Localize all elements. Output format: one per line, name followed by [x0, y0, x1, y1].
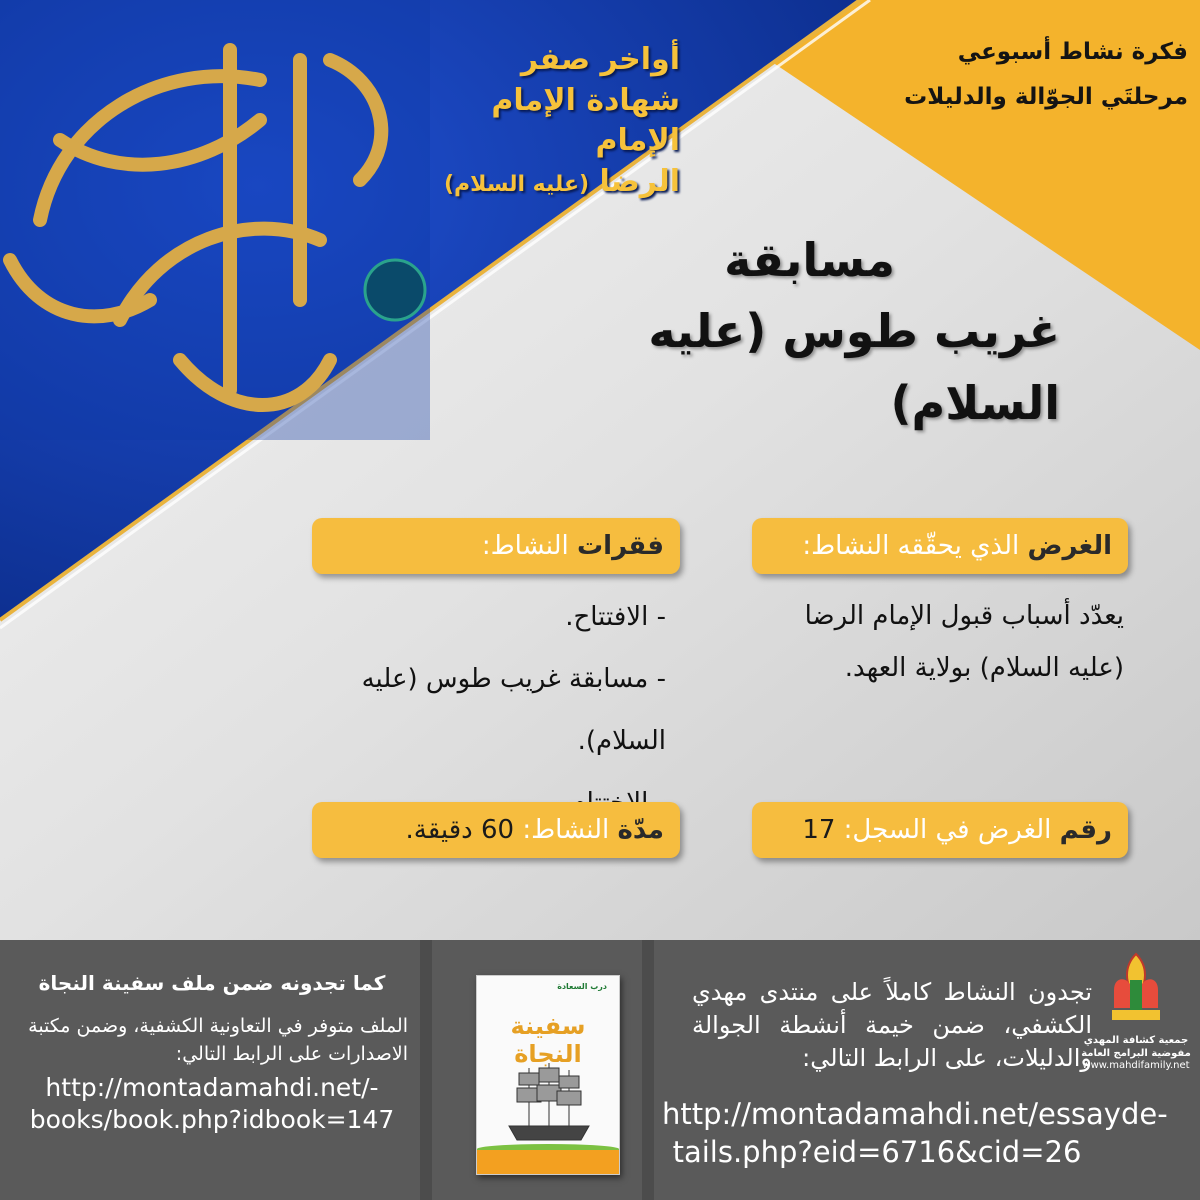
record-number-label [752, 802, 1128, 858]
book-link[interactable]: http://montadamahdi.net/-books/book.php?idbook=147 [29, 1073, 395, 1134]
goal-label-light: الذي يحقّقه النشاط: [802, 531, 1020, 561]
goal-label [752, 518, 1128, 574]
steps-label-dark: فقرات [577, 531, 664, 561]
duration-label [312, 802, 680, 858]
book-cover [476, 975, 620, 1175]
scout-emblem-icon [1106, 950, 1166, 1030]
ship-icon [499, 1058, 599, 1148]
duration-value: 60 دقيقة. [405, 815, 515, 845]
occasion-header [400, 40, 680, 202]
book-series: درب السعادة [557, 982, 607, 991]
title-line-2: غريب طوس (عليه السلام) [648, 304, 1060, 430]
steps-label [312, 518, 680, 574]
footer-left-text [10, 968, 414, 1136]
scout-logo [1080, 950, 1192, 1080]
activity-type-line-1: فكرة نشاط أسبوعي [957, 39, 1188, 65]
record-number-value: 17 [802, 815, 836, 845]
logo-line-2: مفوضية البرامج العامة [1081, 1048, 1191, 1059]
record-label-dark: رقم [1059, 815, 1112, 845]
footer-left-body: الملف متوفر في التعاونية الكشفية، وضمن مكتبة الاصدارات على الرابط التالي: [28, 1015, 408, 1065]
footer-right-body: تجدون النشاط كاملاً على منتدى مهدي الكشفي، ضمن خيمة أنشطة الجوالة والدليلات، على الرابط التالي: [692, 978, 1092, 1072]
steps-label-light: النشاط: [481, 531, 569, 561]
calligraphy-emblem [0, 0, 430, 440]
activity-link[interactable]: http://montadamahdi.net/essayde-tails.php?eid=6716&cid=26 [662, 1097, 1168, 1169]
goal-label-dark: الغرض [1027, 531, 1112, 561]
goal-text: يعدّد أسباب قبول الإمام الرضا (عليه السلام) بولاية العهد. [804, 601, 1124, 683]
activity-type-header [888, 30, 1188, 120]
duration-label-light: النشاط: [522, 815, 610, 845]
steps-list [300, 586, 666, 834]
occasion-line-4: (عليه السلام) [443, 171, 590, 197]
logo-url: www.mahdifamily.net [1082, 1060, 1190, 1071]
title-line-1: مسابقة [724, 233, 895, 287]
occasion-line-1: أواخر صفر [520, 42, 680, 77]
footer-left-heading: كما تجدونه ضمن ملف سفينة النجاة [38, 971, 386, 995]
list-item: - الافتتاح. [565, 602, 666, 632]
logo-line-1: جمعية كشافة المهدي [1083, 1035, 1189, 1046]
occasion-line-2: شهادة الإمام الإمام [491, 82, 680, 158]
list-item: - مسابقة غريب طوس (عليه السلام). [361, 664, 666, 756]
book-title: سفينة النجاة [510, 1012, 586, 1068]
occasion-line-3: الرضا [599, 163, 680, 199]
record-label-light: الغرض في السجل: [843, 815, 1052, 845]
page-title [560, 225, 1060, 439]
activity-type-line-2: مرحلتَي الجوّالة والدليلات [904, 83, 1188, 110]
duration-label-dark: مدّة [617, 815, 664, 845]
